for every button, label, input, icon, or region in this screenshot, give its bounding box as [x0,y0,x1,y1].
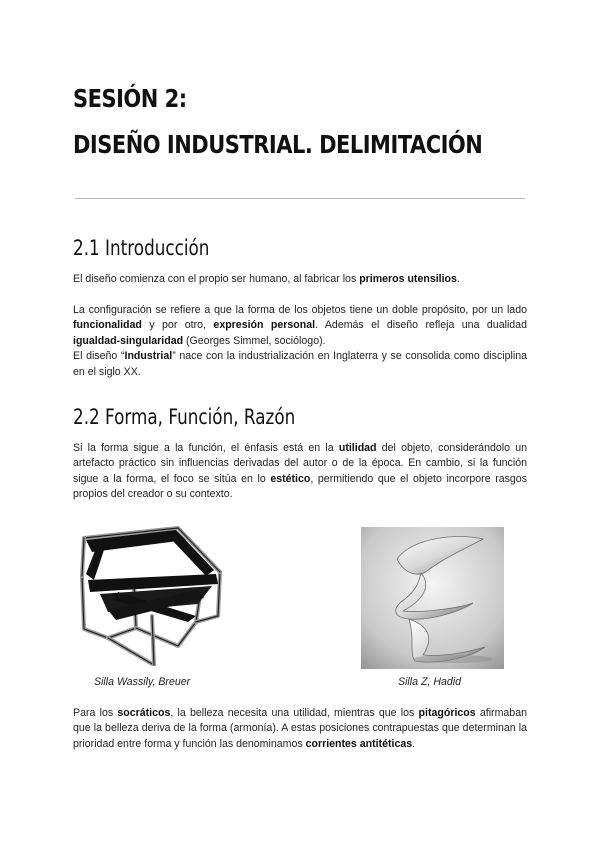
section-heading-forma-funcion-razon: 2.2 Forma, Función, Razón [73,405,296,429]
wassily-chair-image [78,524,228,666]
z-chair-image [361,527,504,669]
figure-caption-z-chair: Silla Z, Hadid [398,676,461,688]
section-heading-introduccion: 2.1 Introducción [73,236,210,260]
paragraph-intro-1: El diseño comienza con el propio ser humano, al fabricar los primeros utensilios. [73,273,460,285]
figure-caption-wassily: Silla Wassily, Breuer [94,676,191,688]
paragraph-intro-2: La configuración se refiere a que la forma de los objetos tiene un doble propósito, por un lado funcionalidad y por otro, expresión personal. Además el diseño refleja una dualidad igualdad-singularidad (Georges Simmel, sociólogo). El diseño “Industrial” nace con la industrialización en Inglaterra y se consolida como disciplina en el siglo XX. [73,304,527,378]
title-divider [75,198,525,199]
page-title-line-2: DISEÑO INDUSTRIAL. DELIMITACIÓN [73,130,483,159]
paragraph-forma-funcion: Si la forma sigue a la función, el énfasis está en la utilidad del objeto, considerándolo un artefacto práctico sin influencias derivadas del autor o de la época. En cambio, si la función sigue a la forma, el foco se sitúa en lo estético, permitiendo que el objeto incorpore rasgos propios del creador o su contexto. [73,442,528,501]
paragraph-corrientes-antiteticas: Para los socráticos, la belleza necesita una utilidad, mientras que los pitagóricos afirmaban que la belleza deriva de la forma (armonía). A estas posiciones contrapuestas que determinan la prioridad entre forma y función las denominamos corrientes antitéticas. [73,707,527,750]
page-title-line-1: SESIÓN 2: [73,84,187,113]
